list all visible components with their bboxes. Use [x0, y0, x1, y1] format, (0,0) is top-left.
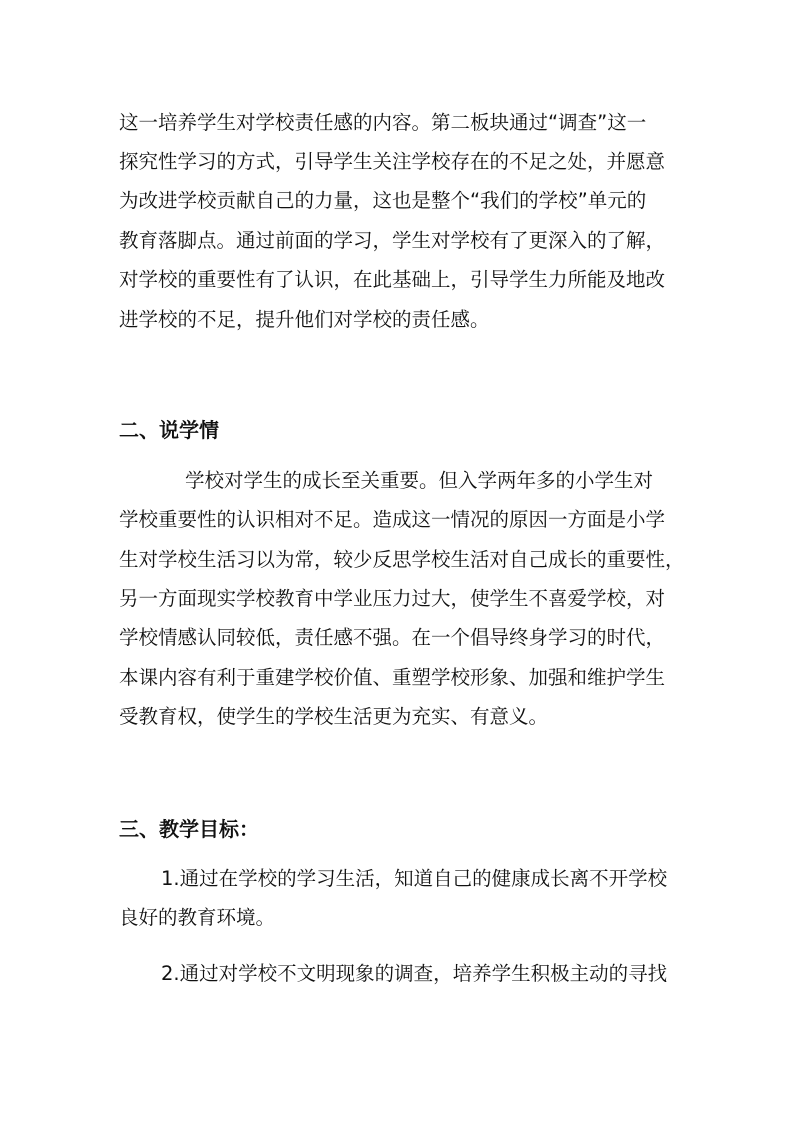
paragraph-line: 探究性学习的方式，引导学生关注学校存在的不足之处，并愿意: [119, 150, 666, 173]
paragraph-line: 另一方面现实学校教育中学业压力过大，使学生不喜爱学校，对: [119, 587, 666, 610]
goal-item-line: 2.通过对学校不文明现象的调查，培养学生积极主动的寻找: [161, 962, 668, 985]
section-heading-teaching-goals: 三、教学目标：: [119, 817, 259, 841]
paragraph-line: 进学校的不足，提升他们对学校的责任感。: [119, 308, 490, 331]
paragraph-line: 对学校的重要性有了认识，在此基础上，引导学生力所能及地改: [119, 268, 666, 291]
paragraph-line: 学校重要性的认识相对不足。造成这一情况的原因一方面是小学: [119, 508, 666, 531]
paragraph-line: 学校情感认同较低，责任感不强。在一个倡导终身学习的时代，: [119, 626, 666, 649]
paragraph-line: 生对学校生活习以为常，较少反思学校生活对自己成长的重要性，: [119, 548, 685, 571]
goal-item-line: 良好的教育环境。: [119, 906, 276, 929]
paragraph-line: 本课内容有利于重建学校价值、重塑学校形象、加强和维护学生: [119, 666, 666, 689]
paragraph-line: 为改进学校贡献自己的力量，这也是整个“我们的学校”单元的: [119, 189, 647, 212]
paragraph-line: 受教育权，使学生的学校生活更为充实、有意义。: [119, 705, 549, 728]
section-heading-learning-situation: 二、说学情: [119, 418, 219, 442]
paragraph-line: 教育落脚点。通过前面的学习，学生对学校有了更深入的了解，: [119, 229, 666, 252]
goal-item-line: 1.通过在学校的学习生活，知道自己的健康成长离不开学校: [161, 867, 668, 890]
paragraph-line: 学校对学生的成长至关重要。但入学两年多的小学生对: [185, 469, 654, 492]
paragraph-line: 这一培养学生对学校责任感的内容。第二板块通过“调查”这一: [119, 111, 647, 134]
